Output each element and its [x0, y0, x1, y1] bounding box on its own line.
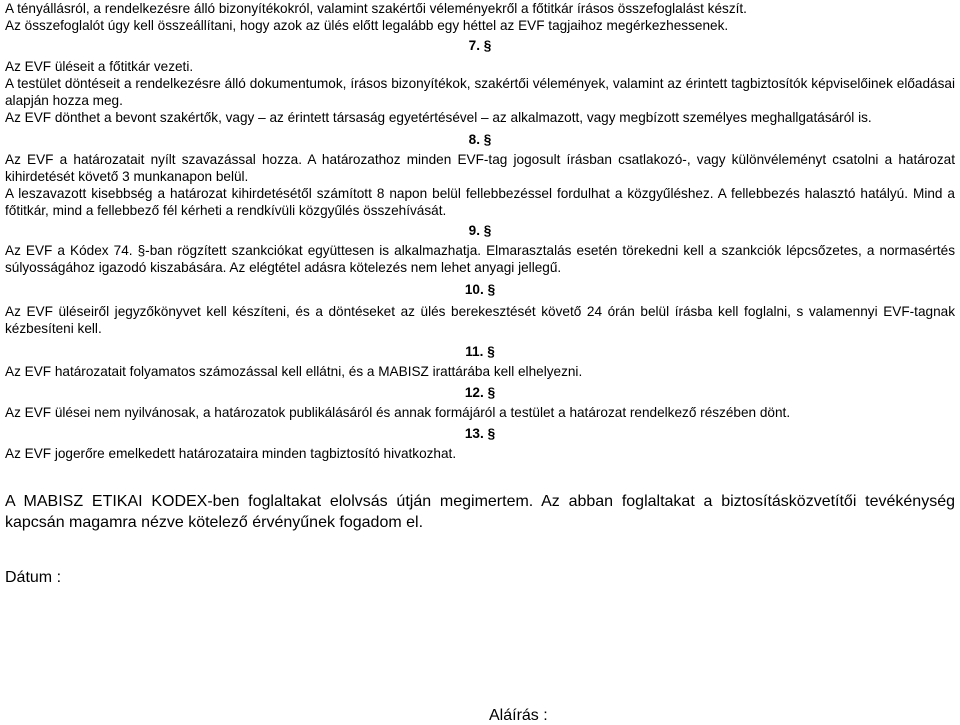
paragraph: Az EVF jogerőre emelkedett határozataira minden tagbiztosító hivatkozhat. [5, 446, 457, 461]
section-heading-10 [5, 281, 955, 298]
section-symbol: § [483, 223, 492, 238]
section-number: 12. [464, 385, 484, 400]
section-symbol: § [487, 282, 496, 297]
paragraph: Az EVF dönthet a bevont szakértők, vagy – az érintett társaság egyetértésével – az alkalmazott, vagy megbízott személyes meghallgatásáról is. [5, 110, 872, 125]
section-symbol: § [487, 385, 496, 400]
declaration-text: A MABISZ ETIKAI KODEX-ben foglaltakat elolvsás útján megimertem. Az abban foglaltakat a biztosításközvetítői tevékénység kapcsán magamra nézve kötelező érvényűnek fogadom el. [5, 493, 955, 531]
paragraph: A leszavazott kisebbség a határozat kihirdetésétől számított 8 napon belül fellebbezéssel fordulhat a közgyűléshez. A fellebbezés halasztó hatályú. Mind a főtitkár, mind a fellebbező fél kérheti a rendkívüli közgyűlés összehívását. [5, 186, 955, 218]
section-symbol: § [483, 132, 492, 147]
date-label: Dátum : [5, 569, 62, 586]
section-heading-12 [5, 384, 955, 401]
section-symbol: § [487, 344, 495, 359]
section-heading-11 [5, 343, 955, 360]
section-heading-7 [5, 37, 955, 54]
paragraph: Az EVF ülései nem nyilvánosak, a határozatok publikálásáról és annak formájáról a testület a határozat rendelkező részében dönt. [5, 405, 791, 420]
paragraph: Az EVF a határozatait nyílt szavazással hozza. A határozathoz minden EVF-tag jogosult írásban csatlakozó-, vagy különvéleményt csatolni a határozat kihirdetését követő 3 munkanapon belül. [5, 152, 955, 184]
paragraph: Az összefoglalót úgy kell összeállítani, hogy azok az ülés előtt legalább egy héttel az EVF tagjaihoz megérkezhessenek. [5, 18, 729, 33]
section-number: 8. [468, 132, 480, 147]
section-number: 7. [468, 38, 480, 53]
section-number: 13. [464, 426, 484, 441]
document-body [5, 0, 955, 462]
paragraph: A testület döntéseit a rendelkezésre álló dokumentumok, írásos bizonyítékok, szakértői vélemények, valamint az érintett tagbiztosítók képviselőinek előadásai alapján hozza meg. [5, 76, 955, 108]
section-number: 9. [468, 223, 480, 238]
paragraph: Az EVF a Kódex 74. §-ban rögzített szankciókat együttesen is alkalmazhatja. Elmarasztalás esetén törekedni kell a szankciók lépcsőzetes, a normasértés súlyosságához igazodó kiszabására. Az elégtétel adásra kötelezés nem lehet anyagi jellegű. [5, 243, 955, 275]
section-number: 11. [465, 344, 484, 359]
section-heading-13 [5, 425, 955, 442]
paragraph: Az EVF üléseit a főtitkár vezeti. [5, 59, 194, 74]
signature-label: Aláírás : [489, 707, 548, 724]
section-number: 10. [464, 282, 484, 297]
section-heading-8 [5, 131, 955, 148]
section-symbol: § [487, 426, 496, 441]
paragraph: A tényállásról, a rendelkezésre álló bizonyítékokról, valamint szakértői véleményekről a főtitkár írásos összefoglalást készít. [5, 1, 747, 16]
paragraph: Az EVF üléseiről jegyzőkönyvet kell készíteni, és a döntéseket az ülés berekesztését követő 24 órán belül írásba kell foglalni, s valamennyi EVF-tagnak kézbesíteni kell. [5, 304, 955, 336]
section-heading-9 [5, 222, 955, 239]
paragraph: Az EVF határozatait folyamatos számozással kell ellátni, és a MABISZ irattárába kell elhelyezni. [5, 364, 583, 379]
section-symbol: § [483, 38, 492, 53]
